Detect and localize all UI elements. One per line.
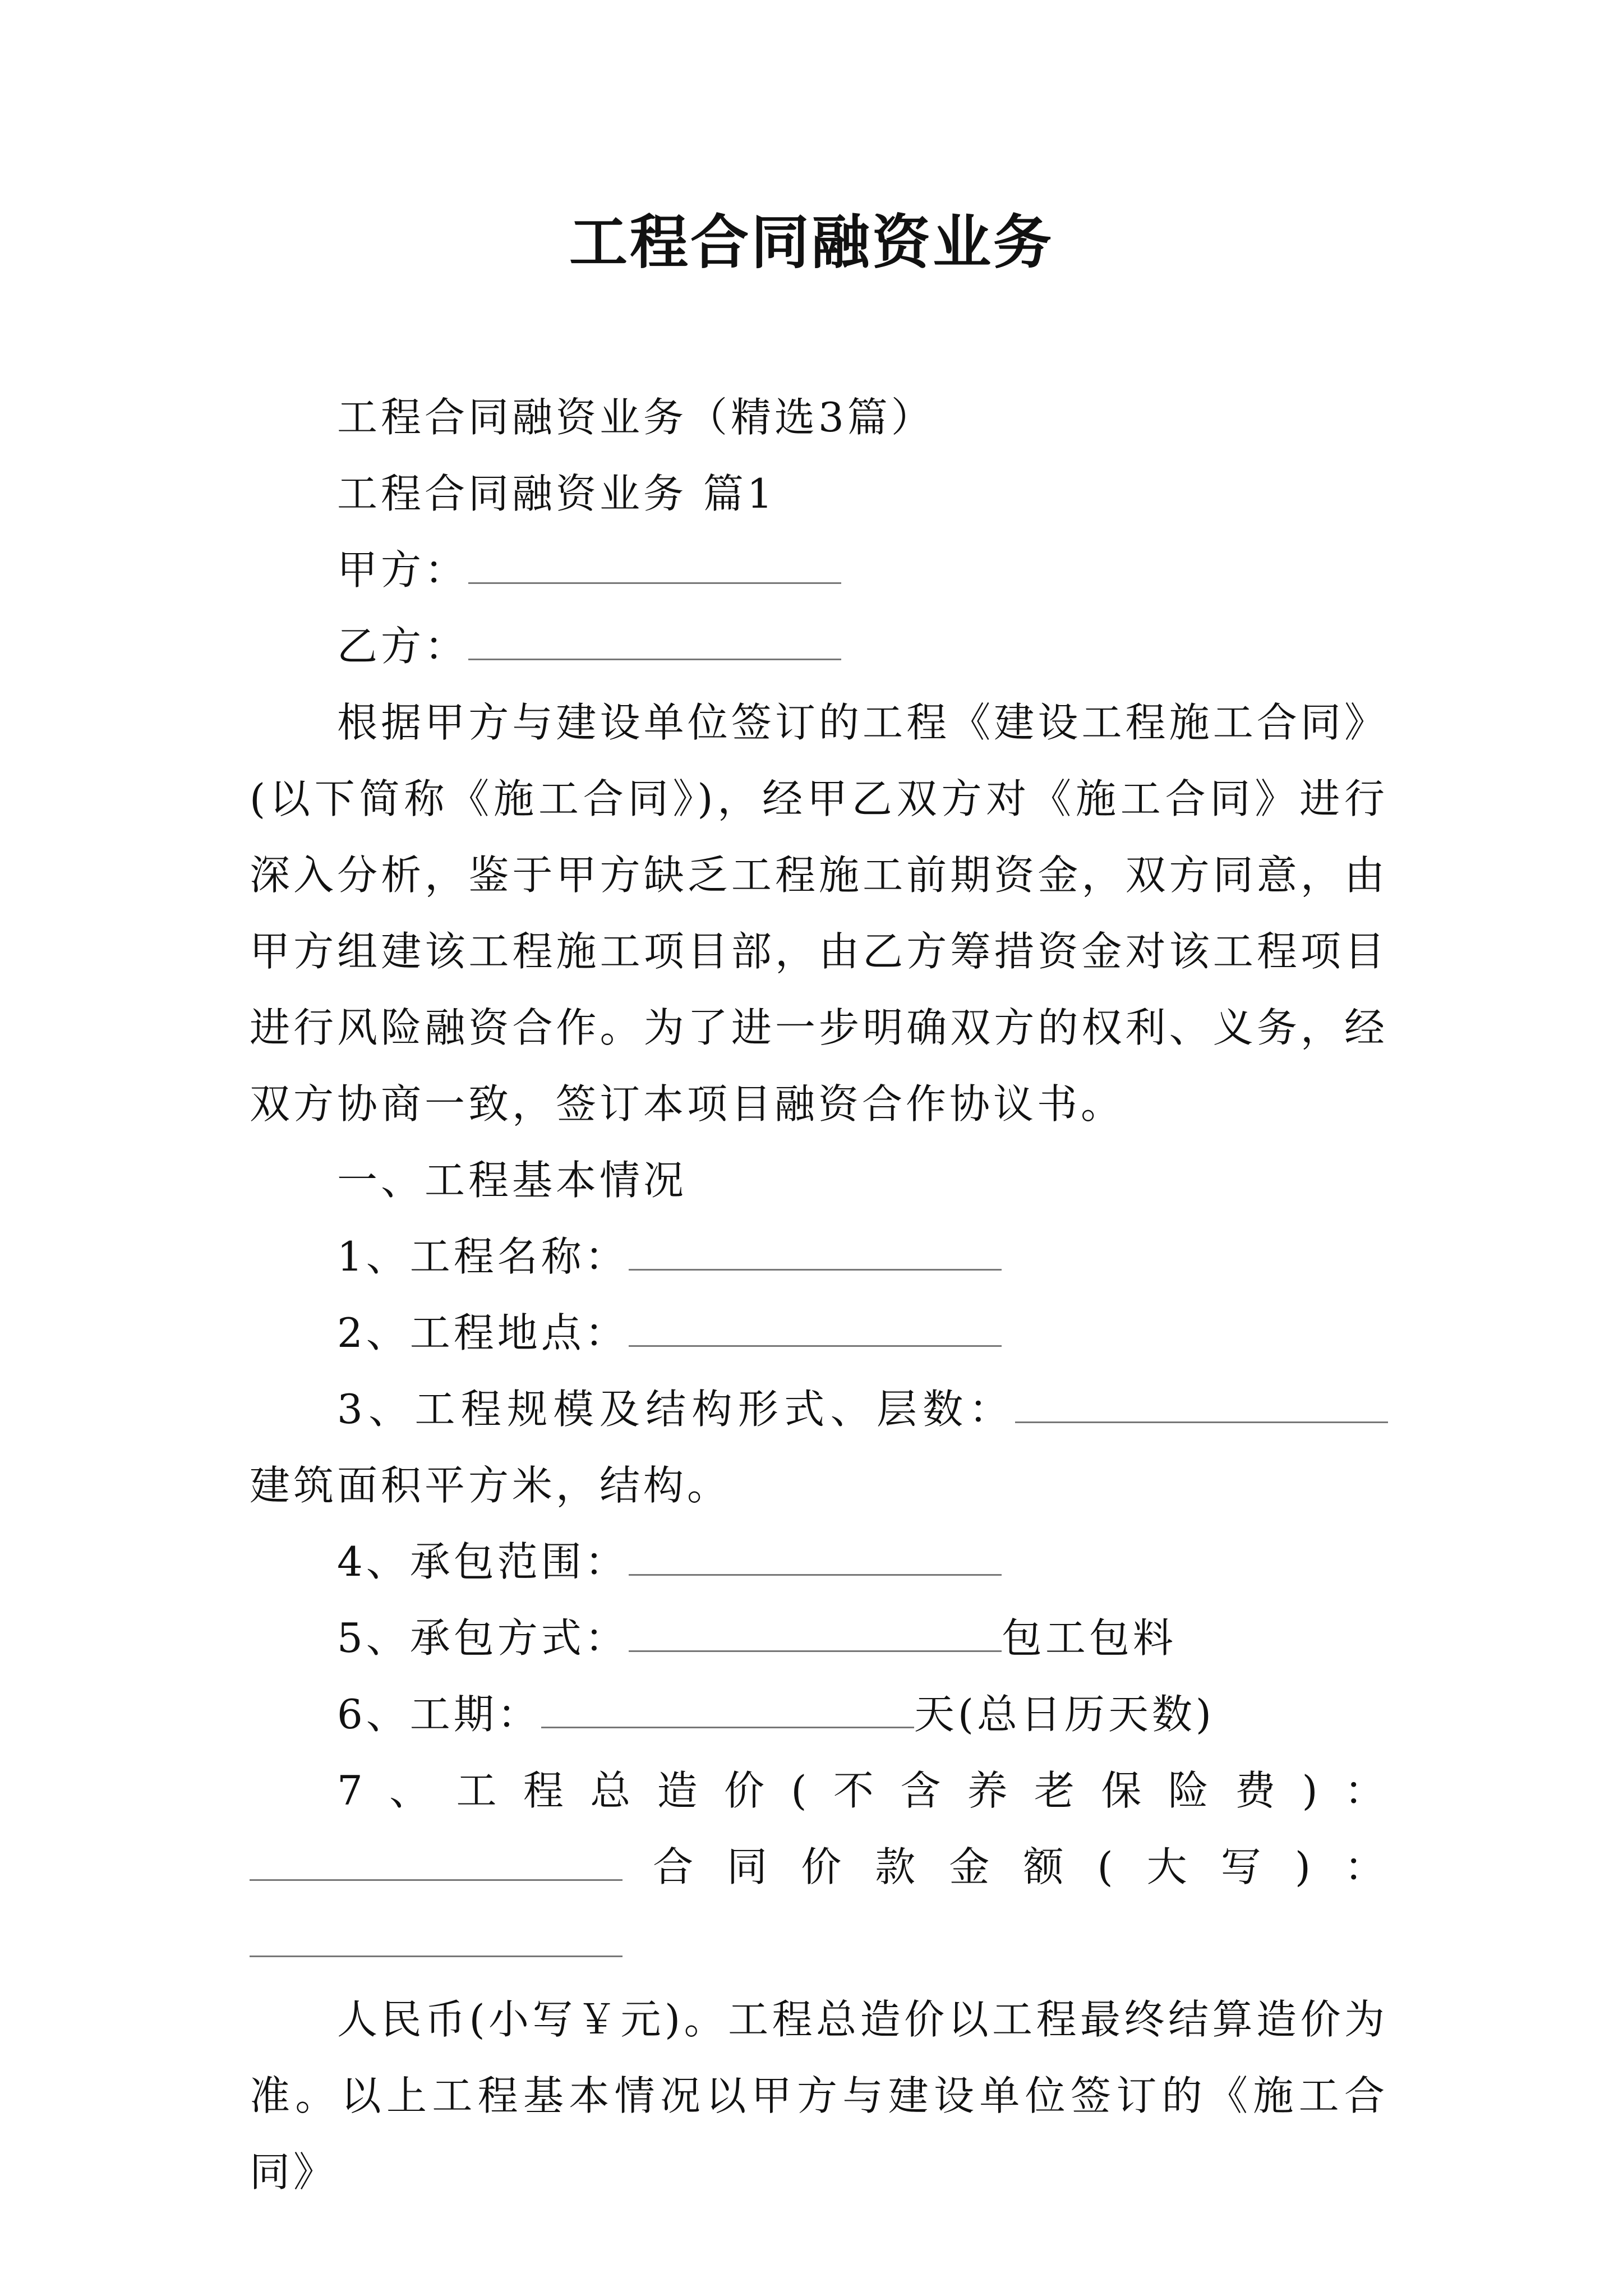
duration-line <box>250 1676 1388 1752</box>
project-name-label: 1、工程名称： <box>337 1233 629 1280</box>
project-scale-label: 3、工程规模及结构形式、层数： <box>337 1386 1015 1433</box>
party-b-label: 乙方： <box>337 623 469 670</box>
contract-method-suffix: 包工包料 <box>1001 1614 1177 1662</box>
party-a-blank <box>468 547 841 584</box>
paragraph-subtitle: 工程合同融资业务（精选3篇） <box>337 394 935 441</box>
project-location-line <box>250 1295 1388 1371</box>
contract-scope-blank <box>629 1539 1002 1576</box>
document-body <box>250 379 1388 2210</box>
contract-method-label: 5、承包方式： <box>337 1614 629 1662</box>
party-a-line <box>250 532 1388 608</box>
total-cost-label: 7、工程总造价(不含养老保险费)： <box>337 1767 1388 1814</box>
paragraph-section-heading: 工程合同融资业务 篇1 <box>337 470 776 517</box>
project-location-label: 2、工程地点： <box>337 1309 629 1356</box>
project-name-blank <box>629 1234 1002 1271</box>
contract-scope-line <box>250 1524 1388 1600</box>
contract-method-line <box>250 1600 1388 1676</box>
contract-amount-label: 合同价款金额(大写)： <box>623 1843 1388 1890</box>
contract-scope-label: 4、承包范围： <box>337 1538 629 1585</box>
project-name-line <box>250 1218 1388 1295</box>
project-location-blank <box>629 1310 1002 1347</box>
project-scale-blank <box>1015 1387 1388 1423</box>
project-scale-suffix: 建筑面积平方米，结构。 <box>250 1462 731 1509</box>
party-b-blank <box>468 624 841 660</box>
paragraph-intro: 根据甲方与建设单位签订的工程《建设工程施工合同》(以下简称《施工合同》)，经甲乙双方对《施工合同》进行深入分析，鉴于甲方缺乏工程施工前期资金，双方同意，由甲方组建该工程施工项目部，由乙方筹措资金对该工程项目进行风险融资合作。为了进一步明确双方的权利、义务，经双方协商一致，签订本项目融资合作协议书。 <box>250 699 1388 1128</box>
section-heading-basic-info: 一、工程基本情况 <box>337 1157 688 1204</box>
paragraph-rmb: 人民币(小写￥元)。工程总造价以工程最终结算造价为准。以上工程基本情况以甲方与建设单位签订的《施工合同》 <box>250 1996 1388 2196</box>
contract-amount-blank <box>250 1921 623 1957</box>
duration-blank <box>541 1692 914 1728</box>
contract-method-blank <box>629 1616 1002 1652</box>
total-cost-line <box>250 1752 1388 1981</box>
party-b-line <box>250 608 1388 684</box>
party-a-label: 甲方： <box>337 546 469 593</box>
duration-label: 6、工期： <box>337 1691 541 1738</box>
duration-suffix: 天(总日历天数) <box>914 1691 1215 1738</box>
project-scale-line <box>250 1371 1388 1524</box>
document-title: 工程合同融资业务 <box>569 208 1054 277</box>
total-cost-blank <box>250 1844 623 1881</box>
